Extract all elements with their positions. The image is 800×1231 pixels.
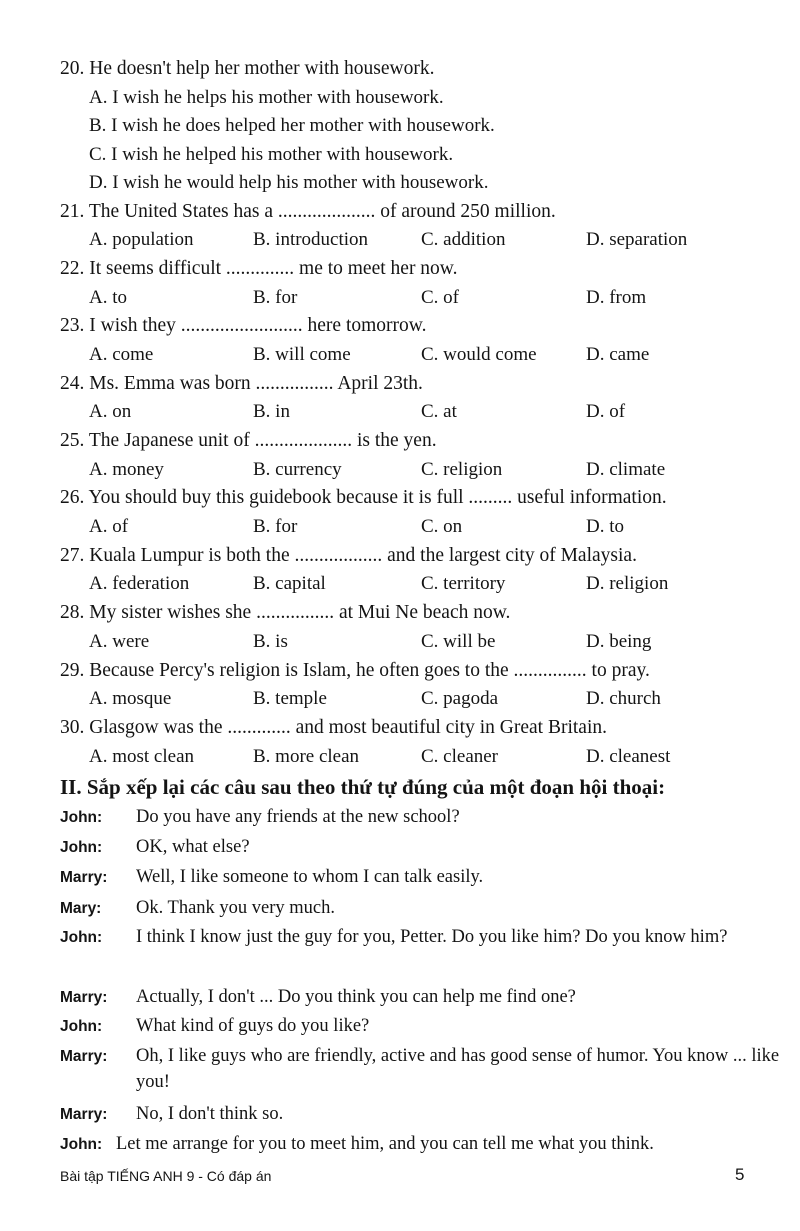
question-21-option-a: A. population	[89, 229, 194, 250]
question-20-option-b: B. I wish he does helped her mother with housework.	[89, 115, 495, 136]
question-27-options	[89, 572, 769, 596]
question-22-stem: 22. It seems difficult .............. me to meet her now.	[60, 258, 458, 279]
question-28-options	[89, 630, 769, 654]
question-23-option-a: A. come	[89, 344, 154, 365]
question-25-option-c: C. religion	[421, 459, 503, 480]
footer-book-title: Bài tập TIẾNG ANH 9 - Có đáp án	[60, 1168, 272, 1184]
question-24-option-b: B. in	[253, 401, 290, 422]
question-27-option-b: B. capital	[253, 573, 326, 594]
question-20-option-d: D. I wish he would help his mother with housework.	[89, 172, 489, 193]
dialogue-text: Well, I like someone to whom I can talk easily.	[136, 867, 484, 887]
question-29-option-d: D. church	[586, 688, 661, 709]
question-30-option-c: C. cleaner	[421, 746, 499, 767]
question-21-option-c: C. addition	[421, 229, 506, 250]
question-23-option-b: B. will come	[253, 344, 351, 365]
question-30-option-a: A. most clean	[89, 746, 195, 767]
question-22-option-b: B. for	[253, 287, 298, 308]
question-25-option-b: B. currency	[253, 459, 342, 480]
question-21-option-b: B. introduction	[253, 229, 369, 250]
question-22-option-c: C. of	[421, 287, 459, 308]
question-22-options	[89, 286, 769, 310]
question-25-option-a: A. money	[89, 459, 164, 480]
question-20-option-c: C. I wish he helped his mother with housework.	[89, 144, 454, 165]
question-21-stem: 21. The United States has a .................... of around 250 million.	[60, 201, 556, 222]
dialogue-text: OK, what else?	[136, 837, 250, 857]
dialogue-speaker: John:	[60, 1018, 103, 1035]
question-26-stem: 26. You should buy this guidebook because it is full ......... useful information.	[60, 487, 667, 508]
question-26-option-d: D. to	[586, 516, 624, 537]
dialogue-text: Do you have any friends at the new school?	[136, 807, 460, 827]
question-28-stem: 28. My sister wishes she ................ at Mui Ne beach now.	[60, 602, 511, 623]
question-24-options	[89, 400, 769, 424]
question-30-option-b: B. more clean	[253, 746, 360, 767]
dialogue-speaker: John:	[60, 1136, 103, 1153]
question-21-options	[89, 228, 769, 252]
question-26-options	[89, 515, 769, 539]
question-25-stem: 25. The Japanese unit of .................... is the yen.	[60, 430, 437, 451]
question-20-option-a: A. I wish he helps his mother with housework.	[89, 87, 444, 108]
dialogue-text: Ok. Thank you very much.	[136, 898, 336, 918]
question-24-option-c: C. at	[421, 401, 457, 422]
question-28-option-d: D. being	[586, 631, 652, 652]
question-23-stem: 23. I wish they ......................... here tomorrow.	[60, 315, 427, 336]
question-23-option-d: D. came	[586, 344, 650, 365]
dialogue-speaker: John:	[60, 809, 103, 826]
dialogue-text: I think I know just the guy for you, Petter. Do you like him? Do you know him?	[136, 927, 728, 947]
question-22-option-d: D. from	[586, 287, 647, 308]
question-28-option-c: C. will be	[421, 631, 496, 652]
dialogue-text: Actually, I don't ... Do you think you can help me find one?	[136, 987, 576, 1007]
question-26-option-a: A. of	[89, 516, 129, 537]
question-20-stem: 20. He doesn't help her mother with housework.	[60, 58, 435, 79]
question-28-option-b: B. is	[253, 631, 288, 652]
question-29-option-c: C. pagoda	[421, 688, 499, 709]
question-23-option-c: C. would come	[421, 344, 537, 365]
question-30-option-d: D. cleanest	[586, 746, 671, 767]
question-29-option-a: A. mosque	[89, 688, 172, 709]
question-22-option-a: A. to	[89, 287, 127, 308]
question-24-stem: 24. Ms. Emma was born ................ April 23th.	[60, 373, 423, 394]
dialogue-speaker: Marry:	[60, 989, 108, 1006]
question-24-option-a: A. on	[89, 401, 132, 422]
question-23-options	[89, 343, 769, 367]
dialogue-speaker: John:	[60, 929, 103, 946]
question-24-option-d: D. of	[586, 401, 626, 422]
question-27-option-d: D. religion	[586, 573, 669, 594]
question-25-options	[89, 458, 769, 482]
question-27-option-a: A. federation	[89, 573, 190, 594]
dialogue-speaker: John:	[60, 839, 103, 856]
dialogue-text: Let me arrange for you to meet him, and you can tell me what you think.	[116, 1134, 654, 1154]
question-25-option-d: D. climate	[586, 459, 666, 480]
question-27-stem: 27. Kuala Lumpur is both the .................. and the largest city of Malaysia.	[60, 545, 637, 566]
dialogue-text: Oh, I like guys who are friendly, active and has good sense of humor. You know ... like you!	[136, 1046, 780, 1092]
dialogue-speaker: Marry:	[60, 869, 108, 886]
question-26-option-b: B. for	[253, 516, 298, 537]
dialogue-speaker: Marry:	[60, 1048, 108, 1065]
question-29-option-b: B. temple	[253, 688, 327, 709]
dialogue-text: No, I don't think so.	[136, 1104, 284, 1124]
question-30-stem: 30. Glasgow was the ............. and most beautiful city in Great Britain.	[60, 717, 607, 738]
question-28-option-a: A. were	[89, 631, 150, 652]
page-number: 5	[735, 1165, 745, 1184]
dialogue-speaker: Marry:	[60, 1106, 108, 1123]
question-21-option-d: D. separation	[586, 229, 688, 250]
question-27-option-c: C. territory	[421, 573, 506, 594]
question-29-stem: 29. Because Percy's religion is Islam, he often goes to the ............... to pray.	[60, 660, 650, 681]
section-title: II. Sắp xếp lại các câu sau theo thứ tự đúng của một đoạn hội thoại:	[60, 775, 666, 799]
dialogue-speaker: Mary:	[60, 900, 102, 917]
question-26-option-c: C. on	[421, 516, 463, 537]
dialogue-text: What kind of guys do you like?	[136, 1016, 370, 1036]
question-29-options	[89, 687, 769, 711]
question-30-options	[89, 745, 769, 769]
